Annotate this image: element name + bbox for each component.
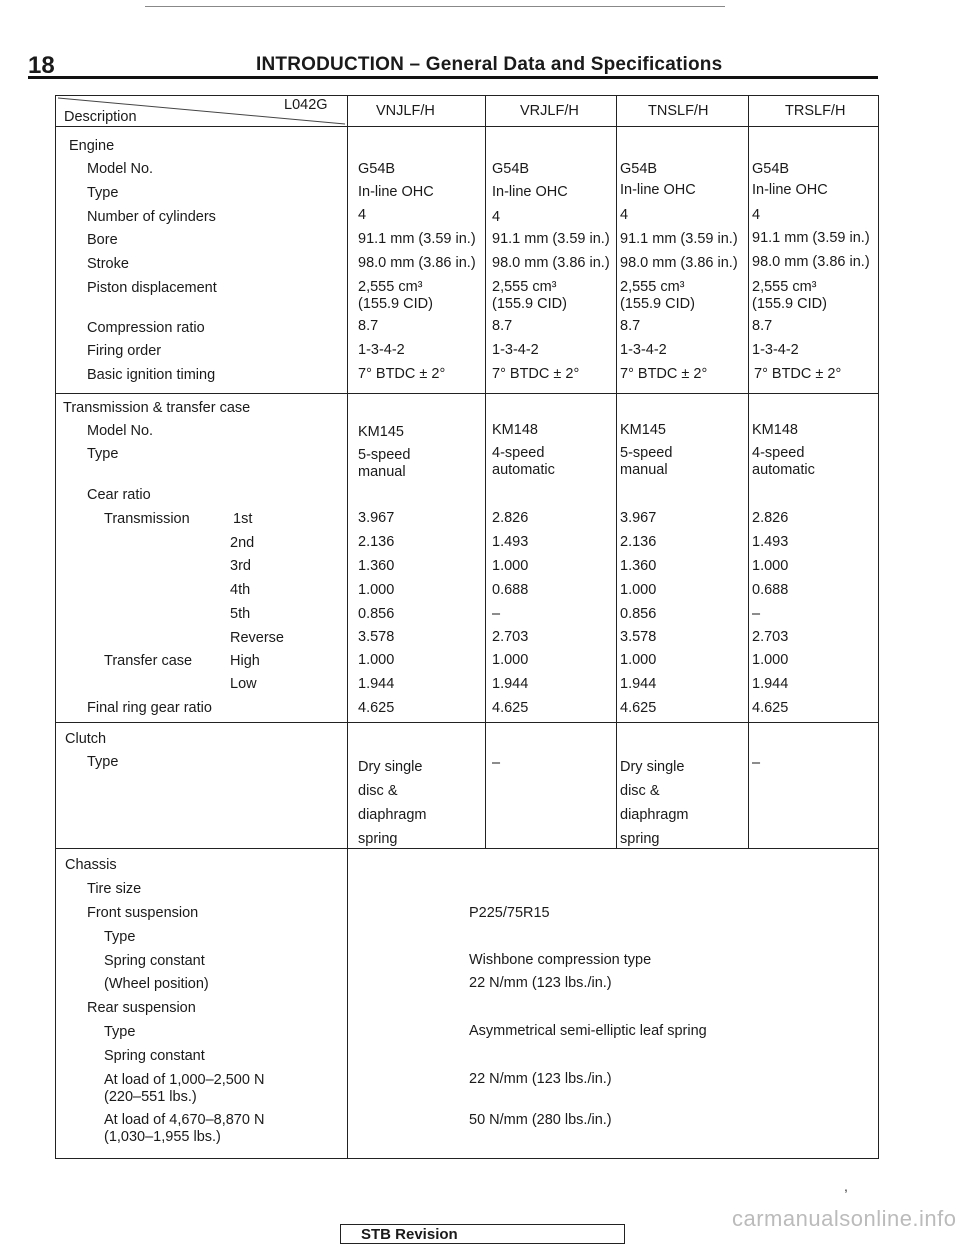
cell: 1.944: [492, 676, 529, 692]
row-label: Model No.: [87, 161, 154, 177]
cell: KM148: [492, 422, 538, 438]
row-label: Piston displacement: [87, 280, 217, 296]
cell: 22 N/mm (123 lbs./in.): [469, 1071, 612, 1087]
cell: In-line OHC: [358, 184, 434, 200]
page-title: INTRODUCTION – General Data and Specifications: [256, 54, 723, 75]
cell: 4-speed automatic: [752, 445, 815, 478]
cell: Asymmetrical semi-elliptic leaf spring: [469, 1023, 707, 1039]
cell: 3.578: [358, 629, 395, 645]
row-label: Rear suspension: [87, 1000, 196, 1016]
cell: 1.493: [492, 534, 529, 550]
cell: In-line OHC: [620, 182, 696, 198]
row-label: Spring constant: [104, 1048, 205, 1064]
cell: 2,555 cm³ (155.9 CID): [752, 279, 827, 312]
cell: 0.856: [620, 606, 657, 622]
cell: 5-speed manual: [358, 447, 411, 480]
section-title: Chassis: [65, 857, 117, 873]
row-sublabel: 5th: [230, 606, 251, 622]
row-label: Tire size: [87, 881, 142, 897]
section-title: Transmission & transfer case: [63, 400, 251, 416]
row-label: Number of cylinders: [87, 209, 216, 225]
header-divider: [56, 126, 878, 127]
row-label: At load of 1,000–2,500 N (220–551 lbs.): [104, 1072, 265, 1105]
cell: 1-3-4-2: [358, 342, 405, 358]
cell: 2.826: [492, 510, 529, 526]
cell: In-line OHC: [492, 184, 568, 200]
cell: 2,555 cm³ (155.9 CID): [620, 279, 695, 312]
cell: 2.136: [358, 534, 395, 550]
cell: KM145: [620, 422, 666, 438]
row-label: (Wheel position): [104, 976, 209, 992]
row-label: Transfer case: [104, 653, 193, 669]
section-title: Engine: [69, 138, 115, 154]
cell: 4-speed automatic: [492, 445, 555, 478]
row-label: Type: [87, 446, 119, 462]
cell: 4: [752, 207, 761, 223]
cell: 98.0 mm (3.86 in.): [358, 255, 476, 271]
row-sublabel: 2nd: [230, 535, 255, 551]
row-sublabel: 4th: [230, 582, 251, 598]
cell: 4.625: [358, 700, 395, 716]
cell: KM145: [358, 424, 404, 440]
row-sublabel: 1st: [233, 511, 253, 527]
section-title: Clutch: [65, 731, 107, 747]
header-rule: [28, 76, 878, 79]
cell: 2.703: [492, 629, 529, 645]
column-divider: [347, 96, 348, 1158]
row-label: Cear ratio: [87, 487, 151, 503]
row-label: Type: [104, 929, 136, 945]
row-sublabel: Reverse: [230, 630, 284, 646]
cell: 5-speed manual: [620, 445, 673, 478]
cell: 8.7: [752, 318, 773, 334]
section-divider: [56, 722, 878, 723]
cell: 98.0 mm (3.86 in.): [752, 254, 870, 270]
row-sublabel: 3rd: [230, 558, 251, 574]
revision-box: STB Revision: [340, 1224, 625, 1244]
cell: 2,555 cm³ (155.9 CID): [492, 279, 567, 312]
row-label: Model No.: [87, 423, 154, 439]
page-number: 18: [28, 52, 55, 79]
spec-table: [55, 95, 879, 1159]
row-label: Bore: [87, 232, 118, 248]
cell: 7° BTDC ± 2°: [754, 366, 842, 382]
scan-mark: ,: [844, 1178, 848, 1194]
cell: Wishbone compression type: [469, 952, 652, 968]
cell: 4: [492, 209, 501, 225]
row-label: Compression ratio: [87, 320, 205, 336]
cell: 91.1 mm (3.59 in.): [358, 231, 476, 247]
section-divider: [56, 393, 878, 394]
cell: –: [492, 755, 501, 771]
model-header: TNSLF/H: [648, 103, 709, 119]
top-rule: [145, 6, 725, 7]
row-label: Transmission: [104, 511, 190, 527]
cell: 1.493: [752, 534, 789, 550]
watermark: carmanualsonline.info: [732, 1206, 957, 1231]
cell: 3.967: [358, 510, 395, 526]
cell: –: [752, 606, 761, 622]
column-divider: [616, 96, 617, 848]
cell: 1.360: [620, 558, 657, 574]
cell: 2.826: [752, 510, 789, 526]
cell: –: [492, 606, 501, 622]
cell: 0.688: [752, 582, 789, 598]
cell: 7° BTDC ± 2°: [620, 366, 708, 382]
cell: Dry single disc & diaphragm spring: [620, 759, 689, 847]
cell: 50 N/mm (280 lbs./in.): [469, 1112, 612, 1128]
cell: –: [752, 755, 761, 771]
column-divider: [748, 96, 749, 848]
model-header: VNJLF/H: [376, 103, 435, 119]
row-label: Final ring gear ratio: [87, 700, 212, 716]
cell: KM148: [752, 422, 798, 438]
cell: Dry single disc & diaphragm spring: [358, 759, 427, 847]
model-header: VRJLF/H: [520, 103, 579, 119]
cell: 3.578: [620, 629, 657, 645]
row-label: Type: [104, 1024, 136, 1040]
cell: 22 N/mm (123 lbs./in.): [469, 975, 612, 991]
cell: 4: [620, 207, 629, 223]
cell: 98.0 mm (3.86 in.): [620, 255, 738, 271]
cell: 4.625: [752, 700, 789, 716]
cell: 8.7: [492, 318, 513, 334]
cell: 2.703: [752, 629, 789, 645]
cell: 4.625: [620, 700, 657, 716]
row-sublabel: High: [230, 653, 260, 669]
cell: 1.944: [620, 676, 657, 692]
cell: 8.7: [358, 318, 379, 334]
cell: 0.856: [358, 606, 395, 622]
cell: G54B: [620, 161, 658, 177]
cell: 1.000: [620, 652, 657, 668]
cell: 91.1 mm (3.59 in.): [752, 230, 870, 246]
row-label: Firing order: [87, 343, 162, 359]
cell: 1.000: [752, 652, 789, 668]
cell: 1.360: [358, 558, 395, 574]
section-divider: [56, 848, 878, 849]
cell: 91.1 mm (3.59 in.): [620, 231, 738, 247]
cell: 4: [358, 207, 367, 223]
cell: G54B: [492, 161, 530, 177]
cell: 91.1 mm (3.59 in.): [492, 231, 610, 247]
cell: 8.7: [620, 318, 641, 334]
cell: 1.000: [620, 582, 657, 598]
cell: 98.0 mm (3.86 in.): [492, 255, 610, 271]
cell: 2,555 cm³ (155.9 CID): [358, 279, 433, 312]
row-label: Front suspension: [87, 905, 199, 921]
row-label: At load of 4,670–8,870 N (1,030–1,955 lbs.): [104, 1112, 265, 1145]
cell: 1.000: [492, 652, 529, 668]
cell: 0.688: [492, 582, 529, 598]
cell: 7° BTDC ± 2°: [492, 366, 580, 382]
cell: G54B: [752, 161, 790, 177]
cell: 1.944: [752, 676, 789, 692]
model-header: TRSLF/H: [785, 103, 846, 119]
cell: 1.000: [752, 558, 789, 574]
row-label: Type: [87, 754, 119, 770]
cell: 1-3-4-2: [752, 342, 799, 358]
page-header: [28, 52, 878, 78]
row-label: Stroke: [87, 256, 129, 272]
row-label: Basic ignition timing: [87, 367, 216, 383]
cell: 2.136: [620, 534, 657, 550]
column-divider: [485, 96, 486, 848]
cell: 3.967: [620, 510, 657, 526]
row-label: Spring constant: [104, 953, 205, 969]
row-label: Type: [87, 185, 119, 201]
description-header: Description: [64, 109, 137, 125]
cell: 4.625: [492, 700, 529, 716]
cell: 1.944: [358, 676, 395, 692]
cell: 1.000: [358, 582, 395, 598]
cell: 1-3-4-2: [492, 342, 539, 358]
cell: G54B: [358, 161, 396, 177]
row-sublabel: Low: [230, 676, 257, 692]
cell: 1.000: [492, 558, 529, 574]
cell: 1.000: [358, 652, 395, 668]
cell: In-line OHC: [752, 182, 828, 198]
cell: 7° BTDC ± 2°: [358, 366, 446, 382]
cell: 1-3-4-2: [620, 342, 667, 358]
cell: P225/75R15: [469, 905, 550, 921]
code-header: L042G: [284, 97, 328, 113]
